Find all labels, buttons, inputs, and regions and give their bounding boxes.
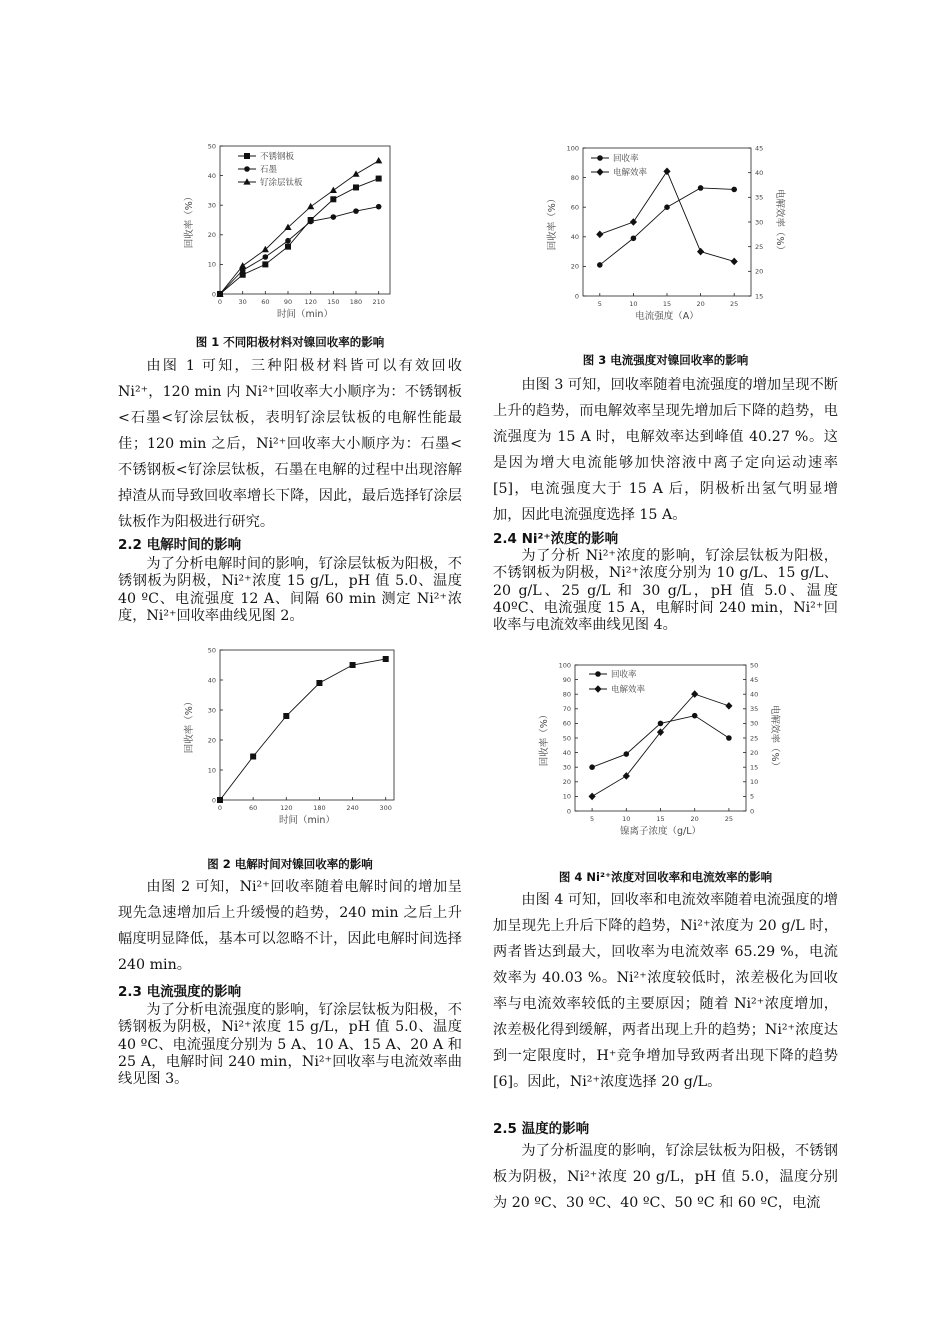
y-tick-label: 10 — [207, 766, 216, 775]
series-line-2 — [592, 694, 729, 796]
data-point — [353, 184, 359, 190]
x-axis-label: 时间（min） — [279, 815, 335, 826]
figure-2-caption: 图 2 电解时间对镍回收率的影响 — [207, 857, 373, 871]
y-tick-label: 50 — [207, 142, 216, 151]
y2-axis-label: 电解效率（%） — [769, 704, 780, 772]
y2-tick-label: 30 — [755, 218, 764, 227]
y2-tick-label: 40 — [755, 168, 764, 177]
legend-label: 石墨 — [260, 165, 278, 175]
y-tick-label: 10 — [562, 792, 571, 801]
legend-marker — [595, 671, 601, 677]
y-tick-label: 60 — [562, 719, 571, 728]
figure-1 — [158, 138, 408, 330]
series-line-2 — [600, 171, 734, 261]
series-line-2 — [220, 207, 379, 294]
x-tick-label: 60 — [261, 298, 270, 306]
legend-label: 回收率 — [613, 154, 639, 164]
data-point — [376, 204, 382, 210]
figure-3-caption: 图 3 电流强度对镍回收率的影响 — [582, 353, 749, 367]
legend-label: 不锈钢板 — [260, 152, 295, 162]
y-tick-label: 0 — [211, 796, 216, 805]
y-axis-label: 回收率（%） — [539, 709, 550, 767]
series-line-1 — [220, 659, 386, 800]
data-point — [283, 713, 289, 719]
y2-tick-label: 45 — [750, 675, 759, 684]
figure-4-caption: 图 4 Ni²⁺浓度对回收率和电流效率的影响 — [558, 870, 773, 884]
data-point — [263, 254, 269, 260]
series-line-1 — [600, 188, 734, 265]
figure-2-chart — [158, 640, 408, 836]
x-tick-label: 60 — [249, 804, 258, 812]
y2-tick-label: 15 — [755, 292, 764, 301]
data-point — [663, 168, 670, 176]
x-tick-label: 10 — [629, 300, 638, 308]
paragraph-4: 为了分析电流强度的影响，钌涂层钛板为阳极，不锈钢板为阴极，Ni²⁺浓度 15 g/L，pH 值 5.0、温度 40 ºC、电流强度分别为 5 A、10 A、15 A、20 A 和 25 A，电解时间 240 min，Ni²⁺回收率与电流效率曲线见图 3。 — [118, 1002, 462, 1088]
data-point — [697, 248, 704, 256]
y2-tick-label: 20 — [750, 748, 759, 757]
y-tick-label: 60 — [570, 203, 579, 212]
legend-marker — [597, 155, 603, 161]
y2-tick-label: 5 — [750, 792, 755, 801]
data-point — [250, 754, 256, 760]
data-point — [285, 238, 291, 244]
x-tick-label: 15 — [656, 815, 665, 823]
data-point — [217, 797, 223, 803]
x-tick-label: 300 — [379, 804, 392, 812]
x-tick-label: 20 — [690, 815, 699, 823]
x-tick-label: 120 — [304, 298, 317, 306]
x-tick-label: 210 — [372, 298, 385, 306]
paragraph-1: 由图 1 可知，三种阳极材料皆可以有效回收 Ni²⁺，120 min 内 Ni²⁺回收率大小顺序为：不锈钢板<石墨<钌涂层钛板，表明钌涂层钛板的电解性能最佳；120 min 之后，Ni²⁺回收率大小顺序为：石墨<不锈钢板<钌涂层钛板，石墨在电解的过程中出现溶解掉渣从而导致回收率增长下降，因此，最后选择钌涂层钛板作为阳极进行研究。 — [118, 358, 462, 530]
legend-label: 回收率 — [611, 670, 637, 680]
data-point — [350, 662, 356, 668]
y2-tick-label: 45 — [755, 144, 764, 153]
legend-marker — [596, 168, 603, 176]
y-tick-label: 40 — [570, 233, 579, 242]
section-heading-2-2: 2.2 电解时间的影响 — [118, 537, 242, 553]
x-tick-label: 5 — [597, 300, 602, 308]
y-tick-label: 80 — [562, 690, 571, 699]
paragraph-2: 为了分析电解时间的影响，钌涂层钛板为阳极，不锈钢板为阴极，Ni²⁺浓度 15 g/L，pH 值 5.0、温度 40 ºC、电流强度 12 A、间隔 60 min 测定 Ni²⁺浓度，Ni²⁺回收率曲线见图 2。 — [118, 556, 462, 624]
legend-marker — [244, 166, 250, 172]
y-tick-label: 20 — [570, 262, 579, 271]
y2-tick-label: 50 — [750, 661, 759, 670]
x-tick-label: 25 — [730, 300, 739, 308]
y-tick-label: 40 — [562, 748, 571, 757]
x-axis-label: 时间（min） — [277, 309, 333, 320]
x-tick-label: 120 — [280, 804, 293, 812]
y2-tick-label: 0 — [750, 807, 755, 816]
data-point — [262, 261, 268, 267]
y-tick-label: 50 — [562, 734, 571, 743]
legend-marker — [594, 685, 601, 693]
y-tick-label: 40 — [207, 676, 216, 685]
x-tick-label: 0 — [217, 298, 223, 306]
y-tick-label: 100 — [558, 661, 571, 670]
data-point — [331, 214, 337, 220]
data-point — [353, 208, 359, 214]
data-point — [376, 176, 382, 182]
data-point — [308, 219, 314, 225]
y-tick-label: 30 — [207, 201, 216, 210]
legend-marker — [244, 153, 250, 159]
data-point — [726, 735, 732, 741]
plot-frame — [575, 665, 746, 811]
y2-tick-label: 40 — [750, 690, 759, 699]
legend-label: 电解效率 — [613, 168, 648, 178]
data-point — [658, 721, 664, 727]
x-tick-label: 5 — [590, 815, 595, 823]
legend-marker — [243, 178, 250, 184]
data-point — [285, 244, 291, 250]
y-tick-label: 20 — [207, 231, 216, 240]
legend-label: 电解效率 — [611, 685, 646, 695]
data-point — [330, 187, 337, 193]
data-point — [698, 185, 704, 191]
y-tick-label: 20 — [562, 778, 571, 787]
section-heading-2-5: 2.5 温度的影响 — [493, 1121, 590, 1137]
data-point — [596, 231, 603, 239]
data-point — [597, 262, 603, 268]
y2-axis-label: 电解效率（%） — [774, 188, 785, 256]
y-axis-label: 回收率（%） — [184, 191, 195, 249]
x-tick-label: 20 — [696, 300, 705, 308]
legend-label: 钌涂层钛板 — [260, 178, 303, 188]
data-point — [589, 764, 595, 770]
figure-4-chart — [533, 654, 808, 850]
y2-tick-label: 35 — [750, 705, 759, 714]
data-point — [375, 157, 382, 163]
y2-tick-label: 30 — [750, 719, 759, 728]
y-tick-label: 90 — [562, 675, 571, 684]
x-tick-label: 15 — [662, 300, 672, 308]
figure-3-chart — [543, 140, 803, 330]
x-tick-label: 150 — [327, 298, 340, 306]
paragraph-7: 由图 4 可知，回收率和电流效率随着电流强度的增加呈现先上升后下降的趋势，Ni²⁺浓度为 20 g/L 时，两者皆达到最大，回收率为电流效率 65.29 %，电流效率为 40.03 %。Ni²⁺浓度较低时，浓差极化为回收率与电流效率较低的主要原因；随着 Ni²⁺浓度增加，浓差极化得到缓解，两者出现上升的趋势；Ni²⁺浓度达到一定限度时，H⁺竞争增加导致两者出现下降的趋势[6]。因此，Ni²⁺浓度选择 20 g/L。 — [493, 892, 838, 1090]
data-point — [731, 187, 737, 193]
data-point — [725, 702, 732, 710]
data-point — [624, 751, 630, 757]
section-heading-2-3: 2.3 电流强度的影响 — [118, 984, 242, 1000]
data-point — [316, 680, 322, 686]
y-tick-label: 0 — [211, 290, 216, 299]
y-tick-label: 50 — [207, 646, 216, 655]
data-point — [239, 262, 246, 268]
y-tick-label: 80 — [570, 173, 579, 182]
paragraph-3: 由图 2 可知，Ni²⁺回收率随着电解时间的增加呈现先急速增加后上升缓慢的趋势，240 min 之后上升幅度明显降低，基本可以忽略不计，因此电解时间选择 240 min。 — [118, 879, 462, 973]
figure-2 — [158, 640, 408, 836]
x-tick-label: 0 — [217, 804, 223, 812]
data-point — [692, 713, 698, 719]
paragraph-5: 由图 3 可知，回收率随着电流强度的增加呈现不断上升的趋势，而电解效率呈现先增加后下降的趋势，电流强度为 15 A 时，电解效率达到峰值 40.27 %。这是因为增大电流能够加快溶液中离子定向运动速率[5]，电流强度大于 15 A 后，阴极析出氢气明显增加，因此电流强度选择 15 A。 — [493, 377, 838, 523]
data-point — [664, 204, 670, 210]
x-tick-label: 30 — [238, 298, 247, 306]
figure-1-caption: 图 1 不同阳极材料对镍回收率的影响 — [195, 335, 385, 349]
y-tick-label: 0 — [574, 292, 579, 301]
x-tick-label: 10 — [622, 815, 631, 823]
y2-tick-label: 25 — [750, 734, 759, 743]
data-point — [330, 196, 336, 202]
x-tick-label: 240 — [346, 804, 359, 812]
y2-tick-label: 15 — [750, 763, 759, 772]
y-tick-label: 70 — [562, 705, 571, 714]
y2-tick-label: 20 — [755, 267, 764, 276]
x-axis-label: 镍离子浓度（g/L） — [619, 826, 702, 837]
y-tick-label: 0 — [566, 807, 571, 816]
plot-frame — [220, 650, 394, 800]
x-axis-label: 电流强度（A） — [635, 311, 699, 322]
figure-4 — [533, 654, 808, 850]
y-axis-label: 回收率（%） — [184, 696, 195, 754]
data-point — [731, 258, 738, 266]
y-tick-label: 10 — [207, 260, 216, 269]
paragraph-8: 为了分析温度的影响，钌涂层钛板为阳极，不锈钢板为阴极，Ni²⁺浓度 20 g/L，pH 值 5.0，温度分别为 20 ºC、30 ºC、40 ºC、50 ºC 和 60 ºC，电流 — [493, 1143, 838, 1211]
figure-1-chart — [158, 138, 408, 330]
data-point — [307, 203, 314, 209]
paragraph-6: 为了分析 Ni²⁺浓度的影响，钌涂层钛板为阳极，不锈钢板为阴极，Ni²⁺浓度分别为 10 g/L、15 g/L、20 g/L、25 g/L 和 30 g/L，pH 值 5.0、温度 40ºC、电流强度 15 A，电解时间 240 min，Ni²⁺回收率与电流效率曲线见图 4。 — [493, 548, 838, 634]
y-tick-label: 40 — [207, 171, 216, 180]
y2-tick-label: 10 — [750, 778, 759, 787]
y-tick-label: 30 — [562, 763, 571, 772]
y-tick-label: 30 — [207, 706, 216, 715]
data-point — [589, 793, 596, 801]
x-tick-label: 180 — [313, 804, 326, 812]
x-tick-label: 90 — [283, 298, 293, 306]
data-point — [352, 170, 359, 176]
data-point — [631, 235, 637, 241]
y-tick-label: 100 — [566, 144, 579, 153]
y-tick-label: 20 — [207, 736, 216, 745]
data-point — [630, 218, 637, 226]
y2-tick-label: 25 — [755, 242, 764, 251]
y2-tick-label: 35 — [755, 193, 764, 202]
y-axis-label: 回收率（%） — [547, 193, 558, 251]
x-tick-label: 180 — [349, 298, 363, 306]
data-point — [383, 656, 389, 662]
section-heading-2-4: 2.4 Ni²⁺浓度的影响 — [493, 531, 619, 547]
figure-3 — [543, 140, 803, 330]
x-tick-label: 25 — [724, 815, 734, 823]
